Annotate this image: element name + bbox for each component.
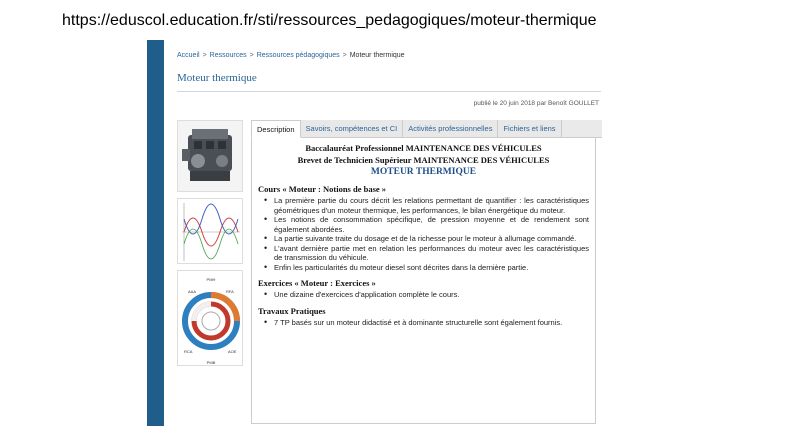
svg-text:RFA: RFA bbox=[226, 289, 234, 294]
thumbnail-column bbox=[177, 120, 243, 372]
webpage-screenshot bbox=[147, 40, 605, 426]
svg-text:AOE: AOE bbox=[228, 349, 237, 354]
cycle-thumbnail[interactable] bbox=[177, 270, 243, 366]
heading-bac-pro: Baccalauréat Professionnel MAINTENANCE DES VÉHICULES bbox=[305, 143, 542, 153]
publication-meta: publié le 20 juin 2018 par Benoît GOULLET bbox=[473, 100, 599, 107]
breadcrumb-ressources-pedagogiques[interactable]: Ressources pédagogiques bbox=[256, 52, 340, 59]
page-title: Moteur thermique bbox=[177, 72, 257, 84]
url-caption: https://eduscol.education.fr/sti/ressources_pedagogiques/moteur-thermique bbox=[62, 12, 597, 29]
heading-bts: Brevet de Technicien Supérieur MAINTENANCE DES VÉHICULES bbox=[297, 155, 550, 165]
breadcrumb-ressources[interactable]: Ressources bbox=[209, 52, 247, 59]
tab-savoirs-competences[interactable]: Savoirs, compétences et CI bbox=[301, 120, 404, 137]
engine-image-icon bbox=[178, 121, 243, 192]
tab-bar bbox=[251, 120, 602, 138]
list-item: • La partie suivante traite du dosage et de la richesse pour le moteur à allumage commandé. bbox=[264, 234, 589, 244]
cycle-diagram-image-icon bbox=[178, 271, 243, 366]
list-item: • Une dizaine d'exercices d'application complète le cours. bbox=[264, 290, 589, 300]
breadcrumb-separator: > bbox=[342, 52, 347, 59]
svg-text:PMB: PMB bbox=[206, 360, 216, 365]
svg-text:AAA: AAA bbox=[188, 289, 197, 294]
list-item: • Les notions de consommation spécifique, de pression moyenne et de rendement sont également abordées. bbox=[264, 215, 589, 234]
travaux-pratiques-list bbox=[258, 318, 589, 328]
breadcrumb-current: Moteur thermique bbox=[349, 52, 405, 59]
title-divider bbox=[177, 91, 601, 92]
breadcrumb bbox=[177, 52, 405, 59]
svg-text:PMH: PMH bbox=[206, 277, 216, 282]
sine-graph-image-icon bbox=[178, 199, 243, 264]
list-item: • 7 TP basés sur un moteur didactisé et à dominante structurelle sont également fournis. bbox=[264, 318, 589, 328]
exercices-list bbox=[258, 290, 589, 300]
tab-activites-professionnelles[interactable]: Activités professionnelles bbox=[403, 120, 498, 137]
list-item: • Enfin les particularités du moteur diesel sont décrites dans la dernière partie. bbox=[264, 263, 589, 273]
tab-fichiers-liens[interactable]: Fichiers et liens bbox=[498, 120, 561, 137]
breadcrumb-separator: > bbox=[249, 52, 254, 59]
cours-list bbox=[258, 196, 589, 272]
left-accent-band bbox=[147, 40, 164, 426]
breadcrumb-home[interactable]: Accueil bbox=[177, 52, 200, 59]
section-title-exercices: Exercices « Moteur : Exercices » bbox=[258, 278, 376, 288]
section-title-cours: Cours « Moteur : Notions de base » bbox=[258, 184, 387, 194]
svg-text:RCA: RCA bbox=[184, 349, 193, 354]
list-item: • L'avant dernière partie met en relation les performances du moteur avec les caractéristiques de transmission du véhicule. bbox=[264, 244, 589, 263]
tab-description[interactable]: Description bbox=[251, 120, 301, 138]
heading-moteur-thermique: MOTEUR THERMIQUE bbox=[370, 167, 477, 177]
engine-thumbnail[interactable] bbox=[177, 120, 243, 192]
description-panel bbox=[251, 138, 596, 424]
breadcrumb-separator: > bbox=[202, 52, 207, 59]
graph-thumbnail[interactable] bbox=[177, 198, 243, 264]
list-item: • La première partie du cours décrit les relations permettant de quantifier : les caractéristiques géométriques d'un moteur thermique, les performances, le bilan énergétique du moteur. bbox=[264, 196, 589, 215]
section-title-travaux-pratiques: Travaux Pratiques bbox=[258, 305, 326, 316]
